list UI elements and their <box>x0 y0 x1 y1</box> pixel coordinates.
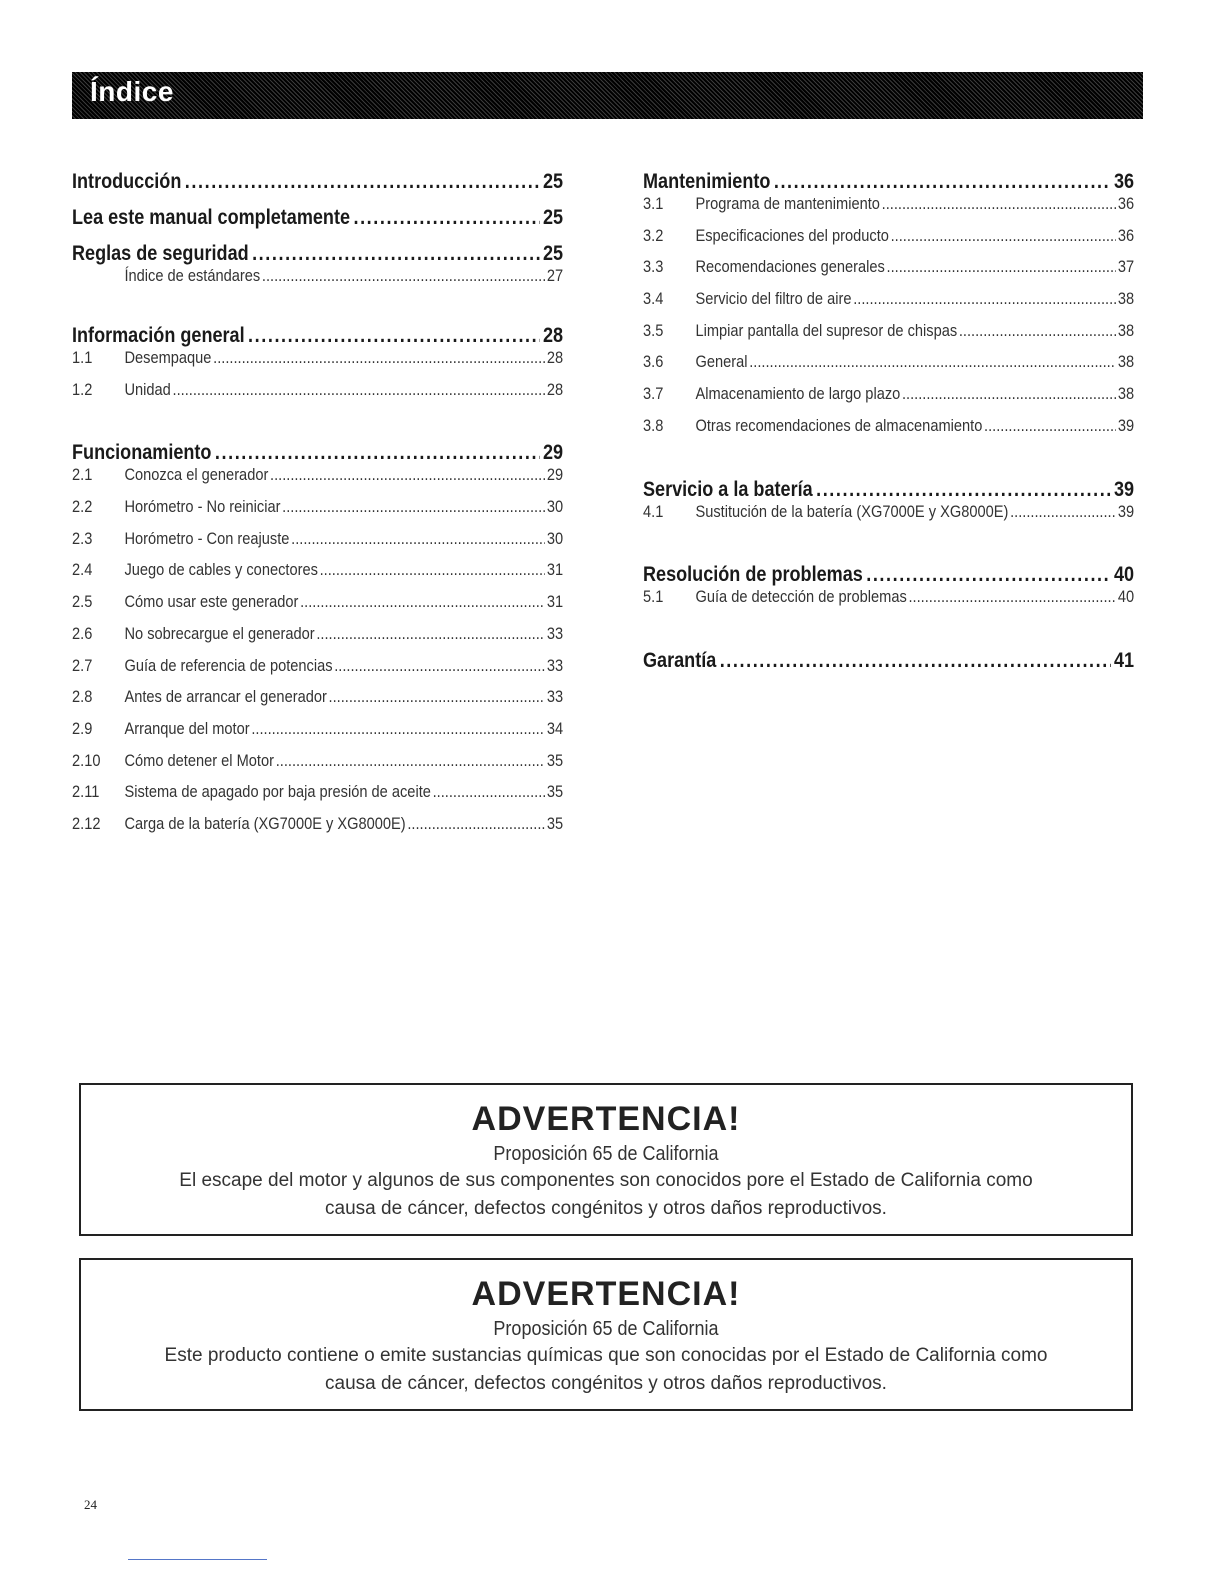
toc-item[interactable] <box>643 416 1134 448</box>
leader-dots <box>213 348 545 368</box>
toc-section-title: Funcionamiento <box>72 441 212 465</box>
toc-item-title: Cómo usar este generador <box>124 592 299 612</box>
toc-section-informacion[interactable] <box>72 324 563 348</box>
toc-item-number: 4.1 <box>643 501 664 521</box>
toc-item-number: 3.2 <box>643 225 664 245</box>
warning-subheading: Proposición 65 de California <box>493 1143 719 1165</box>
toc-section-page: 28 <box>542 324 564 347</box>
toc-section-garantia[interactable] <box>643 649 1134 673</box>
toc-item-title: Servicio del filtro de aire <box>695 289 852 309</box>
warning-text-line: El escape del motor y algunos de sus componentes son conocidos pore el Estado de California como <box>179 1170 1033 1191</box>
toc-item-title: Horómetro - Con reajuste <box>124 528 290 548</box>
toc-item-number: 2.3 <box>72 528 93 548</box>
footer-rule <box>128 1559 267 1560</box>
toc-item-title: Cómo detener el Motor <box>124 750 274 770</box>
toc-left-column <box>72 170 563 846</box>
toc-item-page: 36 <box>1117 194 1135 213</box>
toc-item-page: 31 <box>546 592 564 612</box>
toc-item-number: 2.9 <box>72 718 93 738</box>
toc-item-page: 33 <box>546 655 564 675</box>
toc-item-title: Especificaciones del producto <box>695 225 889 245</box>
leader-dots <box>251 719 545 739</box>
toc-item-page: 29 <box>546 465 564 485</box>
toc-item-title: Antes de arrancar el generador <box>124 687 327 707</box>
toc-item[interactable] <box>72 656 563 688</box>
toc-item-number: 3.5 <box>643 320 664 340</box>
toc-item[interactable] <box>72 465 563 497</box>
toc-item[interactable] <box>72 719 563 751</box>
toc-section-lea[interactable] <box>72 206 563 230</box>
leader-dots <box>185 170 540 194</box>
toc-section-title: Mantenimiento <box>643 170 771 193</box>
toc-item-page: 30 <box>546 497 564 517</box>
toc-item-page: 39 <box>1117 415 1135 435</box>
toc-section-bateria[interactable] <box>643 478 1134 502</box>
warning-heading: ADVERTENCIA! <box>471 1275 741 1313</box>
leader-dots <box>774 170 1111 194</box>
leader-dots <box>959 321 1116 341</box>
toc-item-number: 1.1 <box>72 348 93 367</box>
toc-item[interactable] <box>72 266 563 294</box>
toc-item-title: Conozca el generador <box>124 465 269 485</box>
toc-item-number: 2.10 <box>72 750 101 770</box>
toc-item-page: 28 <box>546 379 564 399</box>
leader-dots <box>262 266 545 286</box>
toc-item[interactable] <box>643 502 1134 534</box>
leader-dots <box>320 560 545 580</box>
toc-item[interactable] <box>72 348 563 380</box>
toc-section-mantenimiento[interactable] <box>643 170 1134 194</box>
page-number: 24 <box>84 1497 97 1512</box>
toc-item[interactable] <box>643 321 1134 353</box>
toc-item[interactable] <box>72 751 563 783</box>
leader-dots <box>407 814 545 834</box>
toc-item-number: 5.1 <box>643 587 664 607</box>
toc-item-title: Guía de detección de problemas <box>695 587 907 607</box>
toc-section-page: 29 <box>542 441 564 465</box>
toc-item-title: Otras recomendaciones de almacenamiento <box>695 415 983 435</box>
toc-item[interactable] <box>72 624 563 656</box>
toc-item-title: Desempaque <box>124 348 212 367</box>
toc-item-title: Unidad <box>124 379 171 399</box>
toc-section-title: Lea este manual completamente <box>72 206 351 229</box>
toc-section-page: 25 <box>542 242 564 265</box>
toc-item-title: General <box>695 352 748 372</box>
warning-text-line: causa de cáncer, defectos congénitos y otros daños reproductivos. <box>325 1373 887 1394</box>
toc-item[interactable] <box>72 782 563 814</box>
leader-dots <box>282 497 545 517</box>
toc-item-page: 37 <box>1117 257 1135 277</box>
warning-box-2 <box>79 1258 1133 1411</box>
toc-section-title: Introducción <box>72 170 182 193</box>
toc-item-page: 33 <box>546 623 564 643</box>
toc-item[interactable] <box>72 560 563 592</box>
toc-item-title: Almacenamiento de largo plazo <box>695 384 901 404</box>
toc-item[interactable] <box>72 814 563 846</box>
toc-item-page: 33 <box>546 687 564 707</box>
toc-section-funcionamiento[interactable] <box>72 441 563 465</box>
toc-section-page: 41 <box>1113 648 1135 672</box>
toc-item[interactable] <box>643 257 1134 289</box>
toc-item-title: Arranque del motor <box>124 718 250 738</box>
toc-item-page: 28 <box>546 348 564 367</box>
toc-item-number: 2.11 <box>72 782 100 802</box>
toc-item-number: 3.4 <box>643 289 664 309</box>
leader-dots <box>891 226 1116 246</box>
toc-item-page: 30 <box>546 528 564 548</box>
toc-item-number: 2.5 <box>72 592 93 612</box>
toc-item[interactable] <box>643 587 1134 619</box>
leader-dots <box>1010 502 1116 522</box>
toc-item-number: 2.1 <box>72 465 93 485</box>
leader-dots <box>291 529 545 549</box>
toc-item-title: Horómetro - No reiniciar <box>124 497 281 517</box>
toc-item-page: 36 <box>1117 225 1135 245</box>
page-title: Índice <box>90 76 174 107</box>
toc-item[interactable] <box>72 592 563 624</box>
toc-item[interactable] <box>643 352 1134 384</box>
toc-item-number: 2.12 <box>72 813 101 833</box>
toc-item-page: 40 <box>1117 587 1135 607</box>
toc-item[interactable] <box>643 194 1134 226</box>
leader-dots <box>252 242 539 266</box>
leader-dots <box>334 656 545 676</box>
toc-section-introduccion[interactable] <box>72 170 563 194</box>
index-banner <box>72 72 1143 119</box>
toc-item-page: 34 <box>546 718 564 738</box>
toc-item-title: Carga de la batería (XG7000E y XG8000E) <box>124 813 406 833</box>
toc-item-number: 2.4 <box>72 560 93 580</box>
toc-item-title: No sobrecargue el generador <box>124 623 315 643</box>
toc-item-page: 38 <box>1117 384 1135 404</box>
toc-item-title: Guía de referencia de potencias <box>124 655 333 675</box>
leader-dots <box>300 592 545 612</box>
toc-item-number: 3.3 <box>643 257 664 277</box>
leader-dots <box>329 687 546 707</box>
warning-box-1 <box>79 1083 1133 1236</box>
toc-item-title: Limpiar pantalla del supresor de chispas <box>695 320 958 340</box>
toc-item[interactable] <box>643 384 1134 416</box>
toc-item-title: Índice de estándares <box>124 266 261 285</box>
leader-dots <box>433 782 545 802</box>
toc-item-number: 1.2 <box>72 379 93 399</box>
toc-section-title: Información general <box>72 324 245 347</box>
toc-item-number: 3.1 <box>643 194 664 213</box>
toc-section-page: 40 <box>1113 563 1135 587</box>
leader-dots <box>353 206 539 230</box>
toc-item[interactable] <box>72 529 563 561</box>
toc-item-page: 39 <box>1117 501 1135 521</box>
leader-dots <box>173 380 546 400</box>
leader-dots <box>866 563 1110 587</box>
toc-section-page: 25 <box>542 206 564 229</box>
leader-dots <box>887 257 1117 277</box>
toc-item[interactable] <box>72 687 563 719</box>
toc-item-page: 35 <box>546 813 564 833</box>
toc-item-number: 2.2 <box>72 497 93 517</box>
toc-item[interactable] <box>72 380 563 412</box>
leader-dots <box>908 587 1116 607</box>
toc-item-page: 38 <box>1117 320 1135 340</box>
toc-section-title: Resolución de problemas <box>643 563 863 587</box>
leader-dots <box>215 441 540 465</box>
toc-item-page: 38 <box>1117 289 1135 309</box>
toc-item-number: 2.7 <box>72 655 93 675</box>
toc-item-number: 3.6 <box>643 352 664 372</box>
leader-dots <box>749 352 1116 372</box>
toc-item-number: 3.7 <box>643 384 664 404</box>
toc-item[interactable] <box>72 497 563 529</box>
toc-item-page: 27 <box>546 266 564 285</box>
leader-dots <box>853 289 1116 309</box>
warning-subheading: Proposición 65 de California <box>493 1318 719 1340</box>
toc-section-page: 39 <box>1113 477 1135 501</box>
warning-text-line: causa de cáncer, defectos congénitos y otros daños reproductivos. <box>325 1198 887 1219</box>
warning-text-line: Este producto contiene o emite sustancias químicas que son conocidas por el Estado de California como <box>164 1345 1048 1366</box>
leader-dots <box>720 649 1111 673</box>
toc-item[interactable] <box>643 289 1134 321</box>
toc-item-number: 2.6 <box>72 623 93 643</box>
toc-section-resolucion[interactable] <box>643 563 1134 587</box>
toc-item-title: Recomendaciones generales <box>695 257 885 277</box>
toc-item-title: Programa de mantenimiento <box>695 194 880 213</box>
toc-item-title: Sistema de apagado por baja presión de aceite <box>124 782 431 802</box>
toc-item-title: Juego de cables y conectores <box>124 560 318 580</box>
toc-item-number: 3.8 <box>643 415 664 435</box>
toc-section-title: Servicio a la batería <box>643 477 813 501</box>
toc-item-number: 2.8 <box>72 687 93 707</box>
toc-item[interactable] <box>643 226 1134 258</box>
leader-dots <box>984 416 1116 436</box>
toc-item-page: 38 <box>1117 352 1135 372</box>
toc-section-page: 25 <box>542 170 564 193</box>
leader-dots <box>276 751 545 771</box>
toc-item-page: 35 <box>546 782 564 802</box>
toc-section-title: Reglas de seguridad <box>72 242 249 265</box>
leader-dots <box>248 324 539 348</box>
warning-heading: ADVERTENCIA! <box>471 1100 741 1138</box>
toc-item-page: 31 <box>546 560 564 580</box>
toc-right-column <box>643 170 1134 673</box>
toc-item-page: 35 <box>546 750 564 770</box>
leader-dots <box>816 478 1110 502</box>
toc-section-title: Garantía <box>643 648 717 672</box>
toc-item-title: Sustitución de la batería (XG7000E y XG8000E) <box>695 501 1009 521</box>
leader-dots <box>316 624 545 644</box>
leader-dots <box>902 384 1116 404</box>
leader-dots <box>882 194 1116 214</box>
toc-section-reglas[interactable] <box>72 242 563 266</box>
leader-dots <box>270 465 545 485</box>
toc-section-page: 36 <box>1113 170 1135 193</box>
